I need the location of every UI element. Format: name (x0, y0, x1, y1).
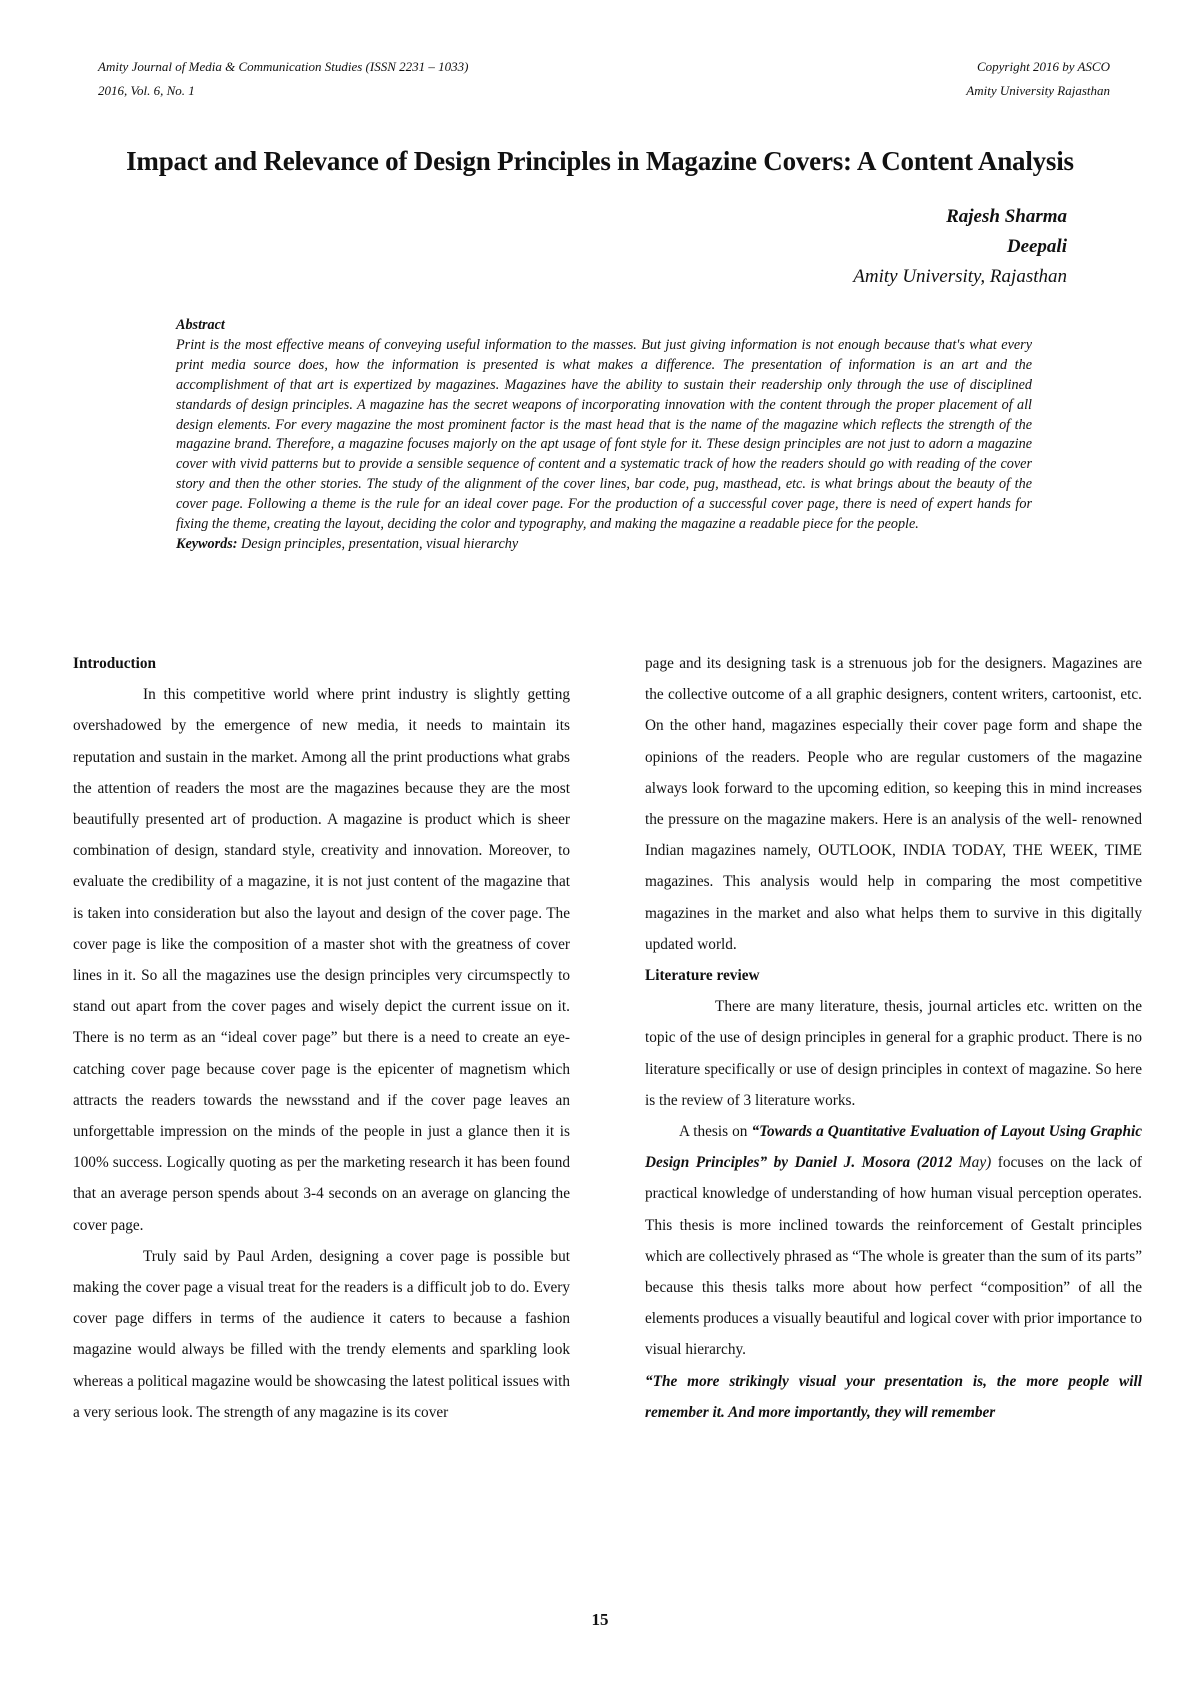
quote-paragraph: “The more strikingly visual your presentation is, the more people will remember it. And more importantly, they will remember (645, 1372, 1142, 1421)
abstract-text: Print is the most effective means of conveying useful information to the masses. But just giving information is not enough because that's what every print media source does, how the information is presented is what makes a difference. The presentation of information is an art and the accomplishment of that art is expertized by magazines. Magazines have the ability to sustain their readership only through the use of disciplined standards of design principles. A magazine has the secret weapons of incorporating innovation with the content through the proper placement of all design elements. For every magazine the most prominent factor is the mast head that is the name of the magazine which reflects the strength of the magazine brand. Therefore, a magazine focuses majorly on the apt usage of font style for it. These design principles are not just to adorn a magazine cover with vivid patterns but to provide a sensible sequence of content and a systematic track of how the readers should go with reading of the cover story and then the other stories. The study of the alignment of the cover lines, bar code, pug, masthead, etc. is what brings about the beauty of the cover page. Following a theme is the rule for an ideal cover page. For the production of a successful cover page, there is need of expert hands for fixing the theme, creating the layout, deciding the color and typography, and making the magazine a readable piece for the people. (176, 336, 1032, 533)
intro-paragraph-2: Truly said by Paul Arden, designing a cover page is possible but making the cover page a visual treat for the readers is a difficult job to do. Every cover page differs in terms of the audience it caters to because a fashion magazine would always be filled with the trendy elements and sparkling look whereas a political magazine would be showcasing the latest political issues with a very serious look. The strength of any magazine is its cover (73, 1247, 570, 1421)
paper-title: Impact and Relevance of Design Principles in Magazine Covers: A Content Analysis (126, 146, 1074, 176)
abstract-section (176, 316, 1032, 555)
literature-review-heading: Literature review (645, 967, 760, 985)
institution-name: Amity University Rajasthan (966, 83, 1110, 98)
left-column (73, 648, 570, 1428)
keywords-label: Keywords: (176, 535, 238, 552)
copyright-notice: Copyright 2016 by ASCO (976, 59, 1110, 74)
thesis-date: May) (958, 1154, 992, 1172)
running-header-right (966, 55, 1110, 103)
running-header-left (98, 55, 468, 103)
keywords-line (176, 535, 1032, 555)
literature-paragraph-1: There are many literature, thesis, journal articles etc. written on the topic of the use of design principles in general for a graphic product. There is no literature specifically or use of design principles in context of magazine. So here is the review of 3 literature works. (645, 998, 1142, 1109)
thesis-lead: A thesis on (679, 1123, 748, 1141)
literature-paragraph-2 (645, 1116, 1142, 1366)
keywords-text: Design principles, presentation, visual hierarchy (241, 535, 519, 552)
page-number: 15 (591, 1610, 609, 1629)
affiliation: Amity University, Rajasthan (853, 266, 1067, 287)
continued-paragraph: page and its designing task is a strenuous job for the designers. Magazines are the collective outcome of a all graphic designers, content writers, cartoonist, etc. On the other hand, magazines especially their cover page form and shape the opinions of the readers. People who are regular customers of the magazine always look forward to the upcoming edition, so keeping this in mind increases the pressure on the magazine makers. Here is an analysis of the well- renowned Indian magazines namely, OUTLOOK, INDIA TODAY, THE WEEK, TIME magazines. This analysis would help in comparing the most competitive magazines in the market and also what helps them to survive in this digitally updated world. (645, 655, 1142, 953)
introduction-heading: Introduction (73, 655, 157, 672)
author-block (853, 202, 1067, 292)
author-1: Rajesh Sharma (946, 206, 1067, 227)
intro-paragraph-1: In this competitive world where print industry is slightly getting overshadowed by the emergence of new media, it needs to maintain its reputation and sustain in the market. Among all the print productions what grabs the attention of readers the most are the magazines because they are the most beautifully presented art of production. A magazine is product which is sheer combination of design, standard style, creativity and innovation. Moreover, to evaluate the credibility of a magazine, it is not just content of the magazine that is taken into consideration but also the layout and design of the cover page. The cover page is like the composition of a master shot with the greatness of cover lines in it. So all the magazines use the design principles very circumspectly to stand out apart from the cover pages and wisely depict the current issue on it. There is no term as an “ideal cover page” but there is a need to create an eye-catching cover page because cover page is the epicenter of magnetism which attracts the readers towards the newsstand and if the cover page leaves an unforgettable impression on the minds of the people in just a glance then it is 100% success. Logically quoting as per the marketing research it has been found that an average person spends about 3-4 seconds on an average on glancing the cover page. (73, 686, 570, 1234)
right-column (645, 648, 1142, 1428)
thesis-reference: “Towards a Quantitative Evaluation of Layout Using Graphic Design Principles” by Daniel J. Mosora (2012 (645, 1123, 1142, 1172)
author-2: Deepali (1006, 236, 1067, 257)
journal-issue: 2016, Vol. 6, No. 1 (98, 83, 195, 98)
abstract-heading: Abstract (176, 317, 225, 333)
journal-name: Amity Journal of Media & Communication Studies (ISSN 2231 – 1033) (98, 59, 469, 74)
thesis-summary: focuses on the lack of practical knowledge of understanding of how human visual perception operates. This thesis is more inclined towards the reinforcement of Gestalt principles which are collectively phrased as “The whole is greater than the sum of its parts” because this thesis talks more about how perfect “composition” of all the elements produces a visually beautiful and logical cover with prior importance to visual hierarchy. (645, 1154, 1142, 1359)
